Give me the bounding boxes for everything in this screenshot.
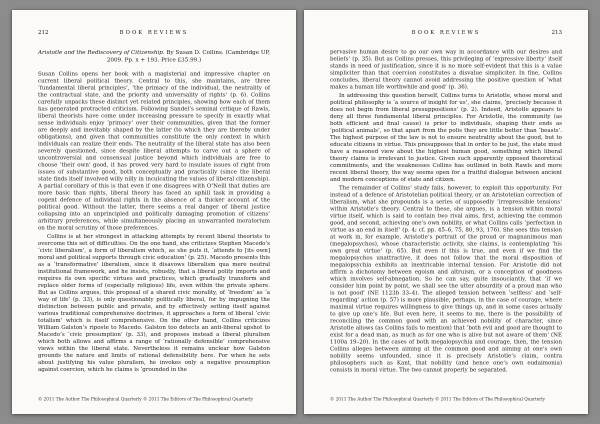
running-head-title: BOOK REVIEWS	[411, 29, 481, 36]
review-paragraph: pervasive human desire to go our own way in accordance with our desires and beliefs’ (p. 35). But as Collins presses, this privileging of ‘expressive liberty’ itself stands in need of justification, since it is no more self-evident that this is a value simpliciter than that coercion constitutes a disvalue simpliciter. In fine, Collins concludes, liberal theory cannot avoid addressing the positive question of ‘what makes a human life worthwhile and good’ (p. 36).	[330, 48, 562, 90]
review-paragraph: Susan Collins opens her book with a magisterial and impressive chapter on current liberal political theory. Central to this, she maintains, are three ‘fundamental liberal principles’, ‘the primacy of the individual, the neutrality of the contractual state, and the priority and universality of rights’ (p. 6). Collins carefully unpacks these distinct yet related principles, showing how each of them has generated protracted criticism. Following Sandel’s seminal critique of Rawls, liberal theorists have come under increasing pressure to specify in exactly what sense individuals enjoy ‘primacy’ over their communities, given that the former are deeply and inevitably shaped by the latter (to which they are thereby under obligations), and given that communities constitute the only context in which individuals can realize their ends. The neutrality of the liberal state has also been severely questioned, since despite liberal attempts to carve out a sphere of uncontroversial and consensual justice beyond which individuals are free to choose ‘their own’ good, it has proved very hard to insulate issues of right from issues of substantive good, both conceptually and practically (since the liberal state finds itself involved willy nilly in inculcating the values of liberal citizenship). A partial corollary of this is that even if one disagrees with O’Neill that duties are more basic than rights, liberal theory has faced an uphill task in providing a cogent defence of individual rights in the absence of a thicker account of the political good. Without the latter, there seems a real danger of liberal justice collapsing into an unprincipled and politically damaging promotion of citizens’ arbitrary preferences, while simultaneously placing an unwarranted moratorium on the moral scrutiny of those preferences.	[38, 70, 270, 231]
page-right-content	[304, 10, 588, 414]
review-paragraph: The remainder of Collins’ study fails, however, to exploit this opportunity. For instead of a defence of Aristotelian political theory, or an Aristotelian correction of liberalism, what she propounds is a series of supposedly ‘irrepressible tensions’ within Aristotle’s theory. Central to these, she argues, is a tension within moral virtue itself, which is said to contain two rival aims, first, achieving the common good, and second, achieving one’s own nobility, or what Collins calls ‘perfection in virtue as an end in itself’ (p. 4; cf. pp. 45–6, 75, 80, 93, 176). She sees this tension at work in, for example, Aristotle’s portrait of the proud or magnanimous man (megalopsychos), whose characteristic activity, she claims, is contemplating ‘his own great virtue’ (p. 65). But even if this is true, and even if we find the megalopsychos unattractive, it does not follow that the moral disposition of megalopsychia exhibits an inextricable internal tension. For Aristotle did not affirm a dichotomy between egoism and altruism, or a conception of goodness which involves self-abnegation. So he can say, quite insouciantly, that ‘if we consider him point by point, we shall see the utter absurdity of a proud man who is not good’ (NE 1123b 33–4). The alleged tension between ‘selfless’ and ‘self-regarding’ action (p. 57) is more plausible, perhaps, in the case of courage, where maximal virtue requires willingness to give things up, and in some cases actually to give up one’s life. But even here, it seems to me, there is the possibility of reconciling the common good with an achieved nobility of character, since Aristotle allows (as Collins fails to mention) that ‘both evil and good are thought to exist for a dead man, as much as for one who is alive but not aware of them’ (NE 1100a 19–20). In the cases of both megalopsychia and courage, then, the tension Collins alleges between aiming at the common good and aiming at one’s own nobility seems unfounded, since it is precisely Aristotle’s claim, contra philosophers such as Kant, that nobility (and hence one’s own eudaimonia) consists in moral virtue. The two cannot properly be separated.	[330, 184, 562, 373]
book-title-details: By Susan D. Collins. (Cambridge UP, 2009. Pp. x + 193. Price £35.99.)	[106, 49, 270, 63]
page-number-right: 213	[551, 29, 562, 36]
book-title: Aristotle and the Rediscovery of Citizenship.	[38, 49, 165, 56]
page-left-content	[12, 10, 296, 414]
review-paragraph: In addressing this question herself, Collins turns to Aristotle, whose moral and political philosophy is ‘a source of insight for us’, she claims, ‘precisely because it does not begin from liberal presuppositions’ (p. 2). Indeed, Aristotle appears to deny all three fundamental liberal principles. For Aristotle, the community (as both efficient and final cause) is prior to individuals, shaping their ends as ‘political animals’, so that apart from the polis they are little better than ‘beasts’. The highest purpose of the law is not to ensure neutrality about the good, but to educate citizens in virtue. This presupposes that in order to be just, the state must have a reasoned view about the highest human good, something which liberal theory claims is irrelevant to justice. Given such apparently opposed theoretical commitments, and the weaknesses Collins has outlined in both Rawls and more recent liberal theory, the way seems open for a fruitful dialogue between ancient and modern conceptions of state and citizen.	[330, 92, 562, 183]
running-head-left	[38, 29, 270, 36]
running-head-title: BOOK REVIEWS	[119, 29, 189, 36]
page-right	[304, 10, 588, 414]
copyright-footer-right: © 2011 The Author The Philosophical Quarterly © 2011 The Editors of The Philosophical Quarterly	[330, 397, 546, 402]
copyright-footer-left: © 2011 The Author The Philosophical Quarterly © 2011 The Editors of The Philosophical Quarterly	[38, 397, 254, 402]
running-head-right	[330, 29, 562, 36]
review-paragraph: Collins is at her strongest in attacking attempts by recent liberal theorists to overcome this set of difficulties. On the one hand, she criticizes Stephen Macedo’s ‘civic liberalism’, a form of liberalism which, as she puts it, ‘attends to [its own] moral and political supports through civic education’ (p. 25). Macedo presents this as a ‘transformative’ liberalism, since it disavows liberalism qua mere neutral institutional framework, and he insists, robustly, that a liberal polity imports and requires its own specific virtues and practices, which gradually transform and replace older forms of (especially religious) life, even within the private sphere. But as Collins argues, this proposal of a shared civic morality, of ‘freedom’ as ‘a way of life’ (p. 33), is only questionably politically liberal, for by impugning the distinction between public and private, and by effectively setting itself against various traditional comprehensive doctrines, it approaches a form of liberal ‘civic totalism’ which is itself comprehensive. On the other hand, Collins criticizes William Galston’s riposte to Macedo. Galston too detects an anti-liberal upshot to Macedo’s ‘civic presumption’ (p. 33), and proposes instead a liberal pluralism which both allows and affirms a range of ‘rationally defensible’ comprehensive views within the liberal state. Nevertheless it remains unclear how Galston grounds the nature and limits of rational defensibility here. For when he sets about justifying his value pluralism, he invokes only a negative presumption against coercion, which he claims is ‘grounded in the	[38, 233, 270, 373]
page-left	[12, 10, 296, 414]
review-title	[38, 49, 270, 64]
page-number-left: 212	[38, 29, 49, 36]
